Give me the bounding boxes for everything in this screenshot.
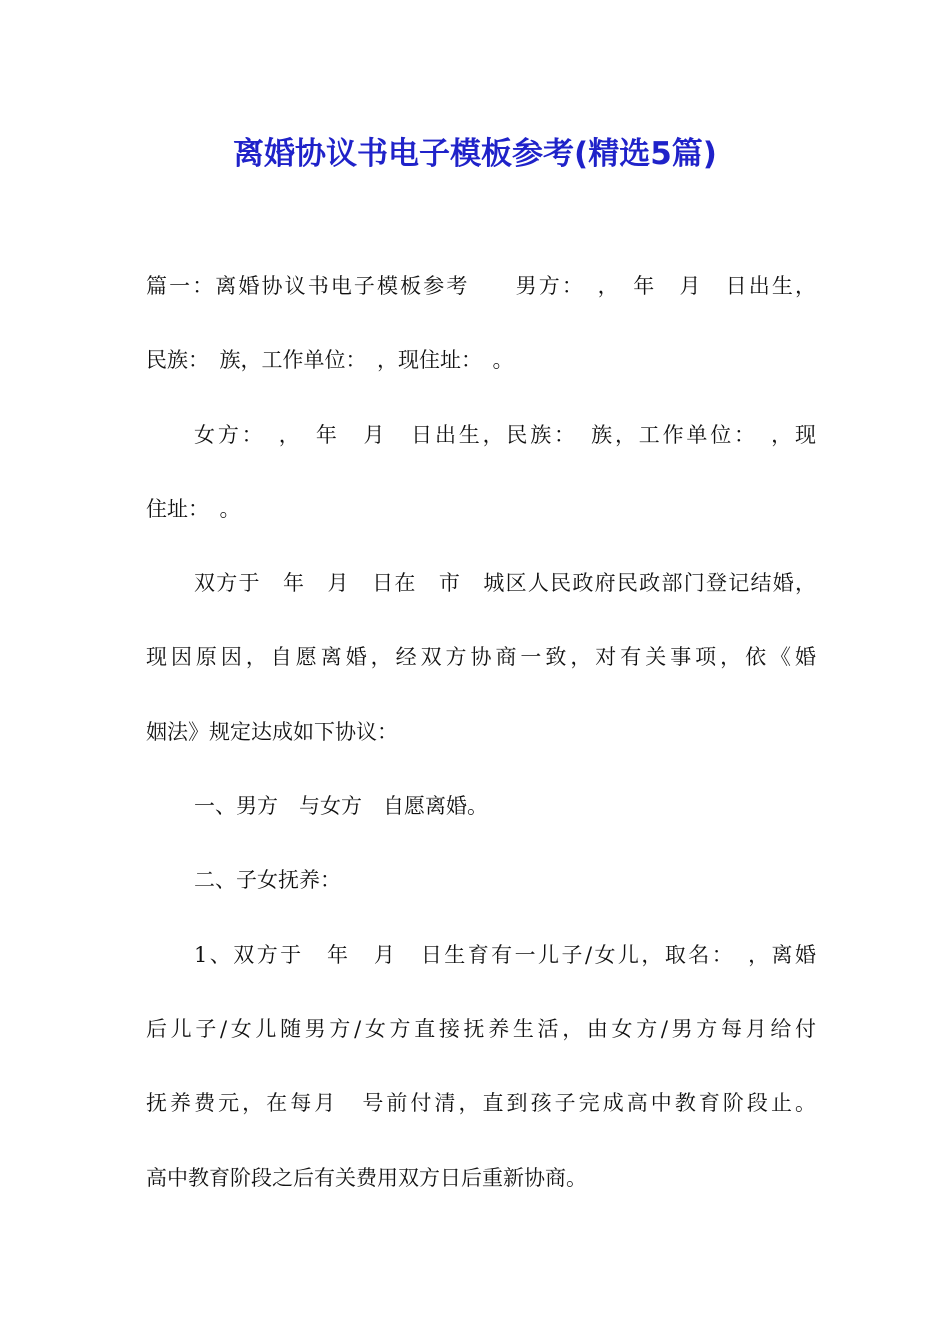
document-body xyxy=(146,262,816,1228)
paragraph-line: 1、双方于 年 月 日生育有一儿子/女儿，取名： ，离婚 xyxy=(194,942,816,967)
paragraph-line: 姻法》规定达成如下协议： xyxy=(146,719,398,744)
paragraph-line: 抚养费元，在每月 号前付清，直到孩子完成高中教育阶段止。 xyxy=(146,1091,816,1116)
paragraph-line: 住址： 。 xyxy=(146,496,241,521)
paragraph-line: 篇一：离婚协议书电子模板参考 男方： ， 年 月 日出生， xyxy=(146,274,816,298)
paragraph-line: 二、子女抚养： xyxy=(194,868,341,893)
paragraph-line: 女方： ， 年 月 日出生，民族： 族，工作单位： ，现 xyxy=(194,422,816,447)
paragraph-line: 双方于 年 月 日在 市 城区人民政府民政部门登记结婚， xyxy=(194,571,816,596)
paragraph-line: 一、男方 与女方 自愿离婚。 xyxy=(194,794,488,819)
paragraph-line: 后儿子/女儿随男方/女方直接抚养生活，由女方/男方每月给付 xyxy=(146,1016,816,1041)
paragraph-line: 现因原因，自愿离婚，经双方协商一致，对有关事项，依《婚 xyxy=(146,645,816,670)
paragraph-line: 民族： 族，工作单位： ，现住址： 。 xyxy=(146,348,514,373)
paragraph-line: 高中教育阶段之后有关费用双方日后重新协商。 xyxy=(146,1165,587,1190)
document-title: 离婚协议书电子模板参考(精选5篇) xyxy=(233,136,717,172)
